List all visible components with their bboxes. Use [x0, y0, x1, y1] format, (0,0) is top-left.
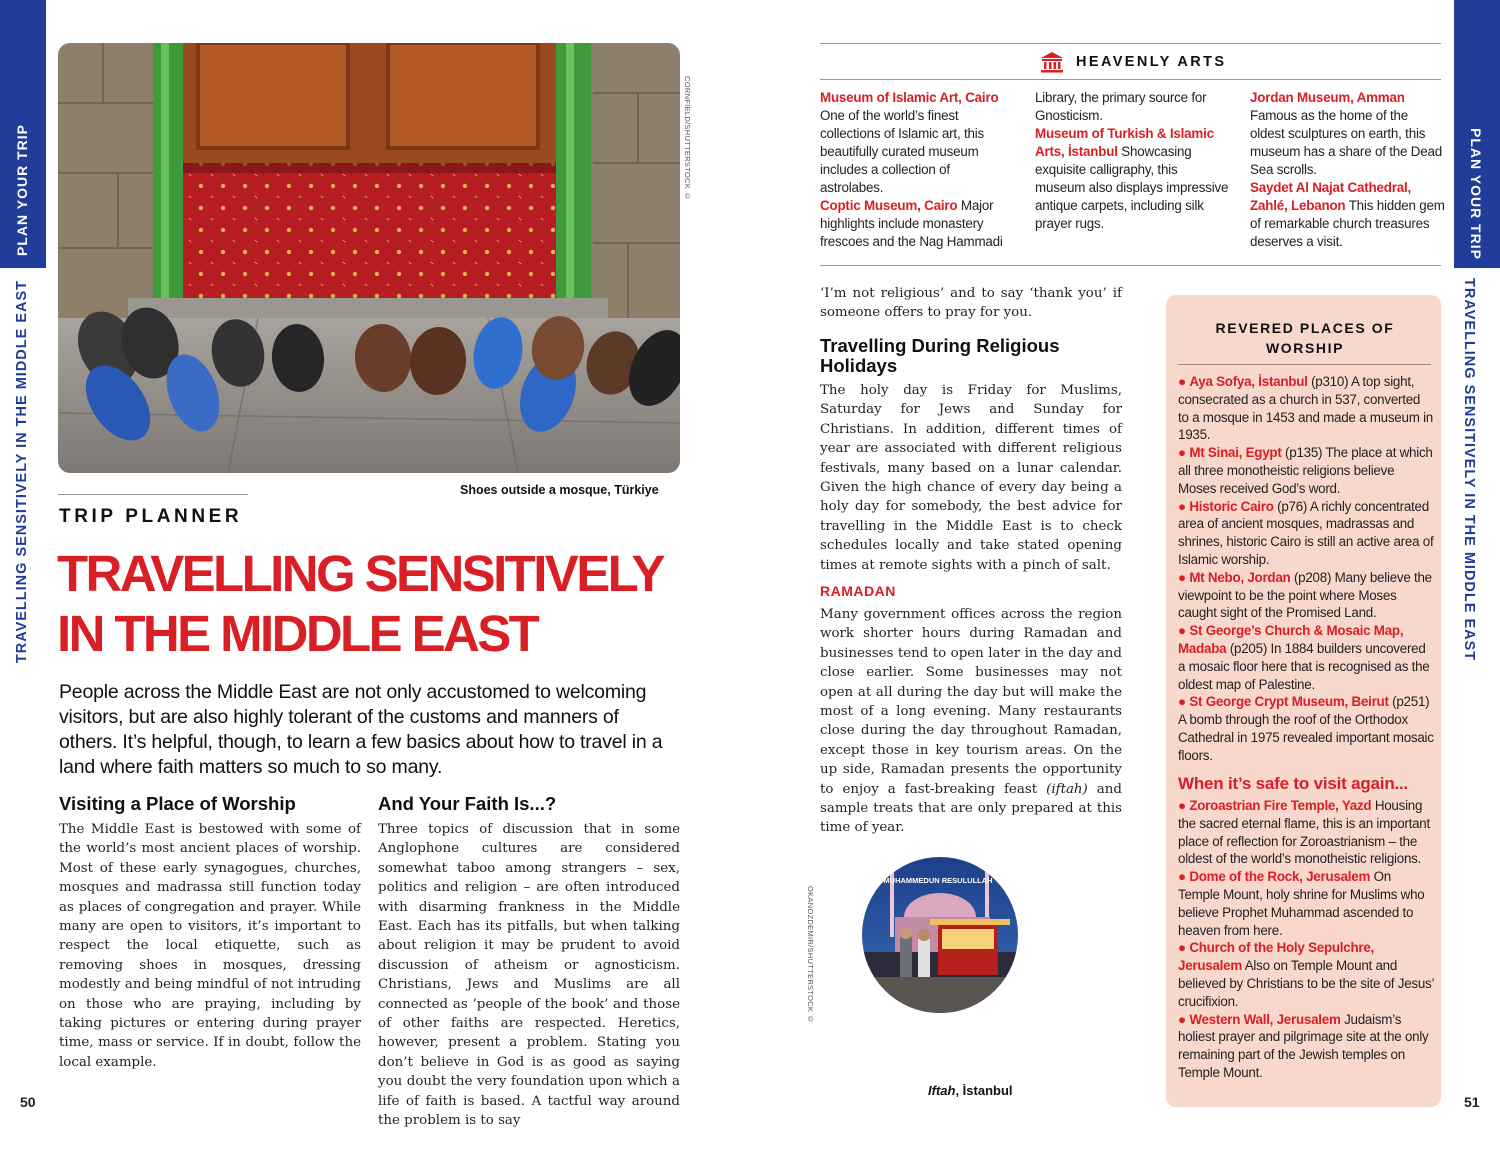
box-title: REVERED PLACES OF WORSHIP [1215, 320, 1395, 356]
iftah-photo-illustration [860, 857, 1022, 1075]
list-item: ● Zoroastrian Fire Temple, Yazd Housing the sacred eternal flame, this is an important place of reflection for Zoroastrianism – the oldest of the world’s monotheistic religions. [1178, 798, 1430, 867]
right-tab-label: PLAN YOUR TRIP [1468, 128, 1484, 260]
arts-top-rule [820, 43, 1441, 44]
arts-column-3 [1250, 89, 1446, 251]
right-running-title: TRAVELLING SENSITIVELY IN THE MIDDLE EAST [1461, 278, 1477, 662]
arts-entry-text: This hidden gem of remarkable church treasures deserves a visit. [1250, 198, 1445, 249]
arts-title: HEAVENLY ARTS [1076, 54, 1227, 70]
photo1-credit: CORNFIELD/SHUTTERSTOCK © [683, 76, 692, 201]
list-item: ● St George Crypt Museum, Beirut (p251) A bomb through the roof of the Orthodox Cathedral in 1975 revealed important mosaic floors. [1178, 694, 1434, 763]
photo2-caption-italic: Iftah [928, 1083, 956, 1098]
arts-entry-text: One of the world’s finest collections of Islamic art, this beautifully curated museum includes a collection of astrolabes. [820, 108, 985, 195]
safe-visit-list [1178, 797, 1434, 1082]
box-subtitle: When it’s safe to visit again... [1178, 774, 1409, 793]
photo-shoes-outside-mosque [58, 43, 680, 473]
arts-entry-name: Saydet Al Najat Cathedral, Zahlé, Lebanon [1250, 180, 1411, 213]
arts-entry-text: Famous as the home of the oldest sculptures on earth, this museum has a share of the Dead Sea scrolls. [1250, 108, 1442, 177]
arts-title-row [1040, 50, 1226, 74]
list-item: ● St George’s Church & Mosaic Map, Madaba (p205) In 1884 builders uncovered a mosaic floor here that is recognised as the oldest map of Palestine. [1178, 623, 1430, 692]
box-title-rule [1178, 364, 1431, 365]
list-item: ● Dome of the Rock, Jerusalem On Temple Mount, holy shrine for Muslims who believe Prophet Muhammad ascended to heaven from here. [1178, 869, 1425, 938]
list-item: ● Historic Cairo (p76) A richly concentrated area of ancient mosques, madrassas and shrines, historic Cairo is still an active area of Islamic worship. [1178, 498, 1434, 567]
arts-title-rule [820, 79, 1441, 80]
arts-entry-name: Museum of Islamic Art, Cairo [820, 90, 999, 105]
col1-heading: Visiting a Place of Worship [59, 793, 296, 814]
iftah-sign-text: MUHAMMEDUN RESULULLAH [883, 876, 993, 885]
list-item: ● Church of the Holy Sepulchre, Jerusalem Also on Temple Mount and believed by Christians to be the site of Jesus’ crucifixion. [1178, 940, 1434, 1009]
left-side-tab [0, 0, 46, 268]
arts-column-1 [820, 89, 1016, 251]
ramadan-iftah: (iftah) [1046, 781, 1088, 797]
ramadan-text-a: Many government offices across the region work shorter hours during Ramadan and businesses tend to open later in the day and close earlier. Some businesses may not open at all during the day but will make the most of a long evening. Many restaurants close during the day throughout Ramadan, except those in key tourism areas. On the up side, Ramadan presents the opportunity to enjoy a fast-breaking feast [820, 607, 1122, 797]
photo-iftah-istanbul [860, 857, 1022, 1075]
ramadan-body [820, 605, 1122, 838]
col3-heading: Travelling During Religious Holidays [820, 335, 1060, 376]
col1-body: The Middle East is bestowed with some of the world’s most ancient places of worship. Most of these early synagogues, churches, mosques and madrassa still function today as places of congregation and prayer. While many are open to visitors, it’s important to respect the local etiquette, such as removing shoes in mosques, dressing modestly and being mindful of not intruding on those who are praying, including by taking pictures or entering during prayer time, mass or service. If in doubt, follow the local example. [59, 822, 361, 1070]
intro-paragraph: People across the Middle East are not only accustomed to welcoming visitors, but are also highly tolerant of the customs and manners of others. It’s helpful, though, to learn a few basics about how to travel in a land where faith matters so much to so many. [59, 681, 663, 778]
arts-bottom-rule [820, 265, 1441, 266]
arts-entry-name: Coptic Museum, Cairo [820, 198, 958, 213]
arts-column-2 [1035, 89, 1231, 233]
arts-entry-name: Jordan Museum, Amman [1250, 90, 1405, 105]
ramadan-text-b: and sample treats that are only prepared at this time of year. [820, 781, 1122, 836]
col3-continuation: ‘I’m not religious’ and to say ‘thank you’ if someone offers to pray for you. [820, 286, 1122, 321]
col2-body: Three topics of discussion that in some Anglophone cultures are considered somewhat taboo among strangers – sex, politics and religion – are often introduced with disarming frankness in the Middle East. Each has its pitfalls, but when talking about religion it may be prudent to avoid discussion of atheism or agnosticism. Christians, Jews and Muslims are all connected as ‘people of the book’ and those of other faiths are respected. Heretics, however, present a problem. Stating you don’t believe in God is as good as saying you doubt the very foundation upon which a life of faith is based. A tactful way around the problem is to say [378, 822, 680, 1129]
list-item: ● Aya Sofya, İstanbul (p310) A top sight, consecrated as a church in 537, converted to a mosque in 1453 and made a museum in 1935. [1178, 374, 1434, 443]
photo2-caption-rest: , İstanbul [955, 1083, 1013, 1098]
page-title-line2: IN THE MIDDLE EAST [57, 605, 538, 662]
arts-entry-text: Major highlights include monastery frescoes and the Nag Hammadi [820, 198, 1003, 249]
page-number-right: 51 [1464, 1094, 1480, 1110]
list-item: ● Western Wall, Jerusalem Judaism’s holiest prayer and pilgrimage site at the only remaining part of the Jewish temples on Temple Mount. [1178, 1011, 1429, 1080]
revered-list [1178, 373, 1434, 765]
kicker-rule [58, 494, 248, 495]
col3-body: The holy day is Friday for Muslims, Saturday for Jews and Sunday for Christians. In addition, different times of year are associated with different religious festivals, many based on a lunar calendar. Given the high chance of every day being a holy day for somebody, the best advice for travelling in the Middle East is to check schedules locally and take stated opening times at remote sights with a pinch of salt. [820, 383, 1122, 573]
photo1-caption: Shoes outside a mosque, Türkiye [460, 483, 659, 497]
photo2-caption [928, 1083, 1013, 1098]
ramadan-subheading: RAMADAN [820, 583, 896, 599]
photo2-credit: OKANOZDEMIR/SHUTTERSTOCK © [806, 886, 815, 1024]
page-number-left: 50 [20, 1094, 36, 1110]
left-running-title: TRAVELLING SENSITIVELY IN THE MIDDLE EAST [14, 280, 30, 664]
left-tab-label: PLAN YOUR TRIP [14, 124, 30, 256]
arts-entry-text: Showcasing exquisite calligraphy, this museum also displays impressive antique carpets, including silk prayer rugs. [1035, 144, 1229, 231]
arts-entry-name: Museum of Turkish & Islamic Arts, İstanbul [1035, 126, 1214, 159]
col2-heading: And Your Faith Is...? [378, 793, 557, 814]
list-item: ● Mt Sinai, Egypt (p135) The place at which all three monotheistic religions believe Moses received God’s word. [1178, 445, 1433, 496]
shoes-photo-illustration [58, 43, 680, 473]
museum-icon [1040, 51, 1064, 73]
list-item: ● Mt Nebo, Jordan (p208) Many believe the viewpoint to be the point where Moses caught sight of the Promised Land. [1178, 569, 1432, 621]
page-title-line1: TRAVELLING SENSITIVELY [57, 545, 663, 602]
trip-planner-kicker: TRIP PLANNER [59, 506, 243, 527]
arts-entry-text: Library, the primary source for Gnosticism. [1035, 90, 1207, 123]
right-side-tab [1454, 0, 1500, 268]
